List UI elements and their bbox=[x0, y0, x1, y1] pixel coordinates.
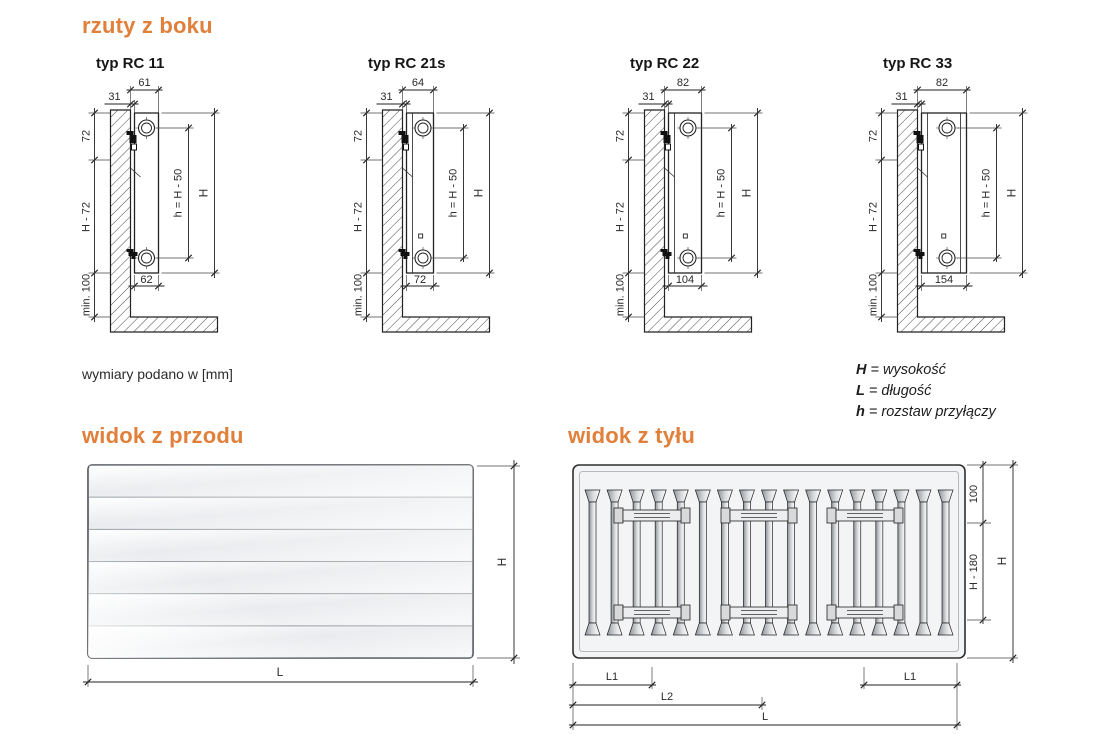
front-dim-length: L bbox=[276, 665, 284, 679]
mounting-bracket bbox=[721, 605, 797, 620]
dim-height: H bbox=[471, 188, 486, 198]
dim-min-floor: min. 100 bbox=[614, 273, 627, 317]
mounting-bracket bbox=[827, 605, 903, 620]
front-panel-sheen bbox=[88, 465, 473, 658]
type-title-rc22: typ RC 22 bbox=[630, 55, 700, 72]
mounting-bracket bbox=[827, 508, 903, 523]
dim-bottom-depth: 62 bbox=[140, 274, 153, 286]
back-dim-l2: L2 bbox=[660, 691, 674, 703]
dim-height: H bbox=[739, 188, 754, 198]
legend-desc-h: = rozstaw przyłączy bbox=[868, 404, 996, 420]
type-title-rc11: typ RC 11 bbox=[96, 55, 165, 72]
side-view-svg-rc11 bbox=[58, 78, 303, 340]
dim-top-depth: 61 bbox=[138, 78, 151, 89]
back-dim-height: H bbox=[995, 556, 1009, 566]
bracket-top bbox=[664, 135, 671, 143]
front-view-svg bbox=[80, 455, 555, 715]
back-dim-top-offset: 100 bbox=[968, 484, 980, 504]
back-dim-l1-right: L1 bbox=[903, 671, 917, 683]
bracket-top bbox=[399, 131, 406, 135]
bracket-top bbox=[132, 144, 137, 150]
dim-top-depth: 82 bbox=[935, 78, 949, 89]
back-dim-l1-left: L1 bbox=[605, 671, 619, 683]
legend-desc-H: = wysokość bbox=[870, 362, 946, 378]
bracket-bottom bbox=[401, 252, 410, 256]
bracket-bottom bbox=[132, 256, 136, 259]
bracket-bottom bbox=[404, 256, 408, 259]
dim-wall-offset: 31 bbox=[642, 91, 655, 103]
dim-wall-offset: 31 bbox=[380, 91, 393, 103]
wall-and-floor bbox=[383, 110, 490, 332]
dim-top-margin: 72 bbox=[614, 129, 627, 143]
legend-item-H bbox=[856, 360, 996, 381]
bracket-bottom bbox=[129, 252, 138, 256]
legend-item-L bbox=[856, 381, 996, 402]
side-view-block-rc21s bbox=[330, 55, 575, 340]
front-dim-height: H bbox=[495, 557, 509, 567]
legend bbox=[856, 360, 996, 423]
side-view-block-rc11 bbox=[58, 55, 303, 340]
dim-conn-spacing: h = H - 50 bbox=[447, 168, 460, 218]
type-title-rc33: typ RC 33 bbox=[883, 55, 953, 72]
vent-plug bbox=[683, 234, 687, 238]
dim-height: H bbox=[1004, 188, 1019, 198]
bracket-top bbox=[402, 135, 409, 143]
dim-upper-height: H - 72 bbox=[867, 202, 880, 232]
side-view-diagram-rc33 bbox=[845, 78, 1090, 340]
back-view-svg bbox=[565, 460, 1040, 735]
dim-min-floor: min. 100 bbox=[867, 273, 880, 317]
dim-upper-height: H - 72 bbox=[614, 202, 627, 232]
side-view-diagram-rc11 bbox=[58, 78, 303, 340]
legend-symbol-h: h bbox=[856, 404, 865, 420]
radiator-body bbox=[669, 113, 702, 273]
mounting-bracket bbox=[614, 508, 690, 523]
back-view-diagram bbox=[565, 460, 1040, 740]
side-view-svg-rc33 bbox=[845, 78, 1090, 340]
legend-symbol-H: H bbox=[856, 362, 867, 378]
bracket-top bbox=[917, 135, 924, 143]
legend-symbol-L: L bbox=[856, 383, 865, 399]
radiator-body bbox=[922, 113, 967, 273]
bracket-bottom bbox=[666, 256, 670, 259]
side-view-svg-rc21s bbox=[330, 78, 575, 340]
units-note: wymiary podano w [mm] bbox=[82, 366, 233, 382]
back-dim-length: L bbox=[761, 711, 769, 723]
pipe-connection-inner bbox=[942, 253, 952, 263]
mounting-bracket bbox=[614, 605, 690, 620]
bracket-top bbox=[404, 144, 409, 150]
bracket-bottom bbox=[663, 252, 672, 256]
bracket-top bbox=[919, 144, 924, 150]
dim-min-floor: min. 100 bbox=[80, 273, 93, 317]
dim-conn-spacing: h = H - 50 bbox=[172, 168, 185, 218]
pipe-connection-inner bbox=[142, 253, 152, 263]
pipe-connection-inner bbox=[418, 123, 428, 133]
side-view-block-rc33 bbox=[845, 55, 1090, 340]
bracket-bottom bbox=[919, 256, 923, 259]
radiator-body bbox=[407, 113, 434, 273]
bracket-bottom bbox=[914, 249, 921, 252]
legend-item-h bbox=[856, 402, 996, 423]
dim-bottom-depth: 104 bbox=[675, 274, 695, 286]
side-view-block-rc22 bbox=[592, 55, 837, 340]
bracket-bottom bbox=[399, 249, 406, 252]
back-view-section-title: widok z tyłu bbox=[568, 423, 696, 448]
side-view-svg-rc22 bbox=[592, 78, 837, 340]
bracket-top bbox=[661, 131, 668, 135]
pipe-connection-inner bbox=[142, 123, 152, 133]
type-title-rc21s: typ RC 21s bbox=[368, 55, 446, 72]
dim-upper-height: H - 72 bbox=[352, 202, 365, 232]
pipe-connection-inner bbox=[418, 253, 428, 263]
bracket-bottom bbox=[916, 252, 925, 256]
front-view-diagram bbox=[80, 455, 555, 720]
dim-conn-spacing: h = H - 50 bbox=[715, 168, 728, 218]
dim-height: H bbox=[196, 188, 211, 198]
pipe-connection-inner bbox=[683, 253, 693, 263]
bracket-top bbox=[130, 135, 137, 143]
bracket-top bbox=[914, 131, 921, 135]
bracket-top bbox=[666, 144, 671, 150]
dim-upper-height: H - 72 bbox=[80, 202, 93, 232]
dim-conn-spacing: h = H - 50 bbox=[980, 168, 993, 218]
bracket-top bbox=[127, 131, 134, 135]
pipe-connection-inner bbox=[683, 123, 693, 133]
back-dim-mid-height: H - 180 bbox=[968, 553, 980, 591]
dim-bottom-depth: 72 bbox=[413, 274, 427, 286]
side-view-diagram-rc21s bbox=[330, 78, 575, 340]
vent-plug bbox=[419, 234, 423, 238]
side-view-diagram-rc22 bbox=[592, 78, 837, 340]
dim-top-depth: 64 bbox=[411, 78, 425, 89]
dim-top-margin: 72 bbox=[867, 129, 880, 143]
pipe-connection-inner bbox=[942, 123, 952, 133]
mounting-bracket bbox=[721, 508, 797, 523]
dim-wall-offset: 31 bbox=[895, 91, 908, 103]
dim-min-floor: min. 100 bbox=[352, 273, 365, 317]
legend-desc-L: = długość bbox=[868, 383, 932, 399]
bracket-bottom bbox=[661, 249, 668, 252]
dim-wall-offset: 31 bbox=[108, 91, 121, 103]
bracket-bottom bbox=[127, 249, 134, 252]
dim-bottom-depth: 154 bbox=[934, 274, 954, 286]
dim-top-depth: 82 bbox=[676, 78, 690, 89]
front-view-section-title: widok z przodu bbox=[82, 423, 244, 448]
vent-plug bbox=[942, 234, 946, 238]
side-views-section-title: rzuty z boku bbox=[82, 13, 213, 38]
wall-and-floor bbox=[111, 110, 218, 332]
dim-top-margin: 72 bbox=[80, 129, 93, 143]
dim-top-margin: 72 bbox=[352, 129, 365, 143]
